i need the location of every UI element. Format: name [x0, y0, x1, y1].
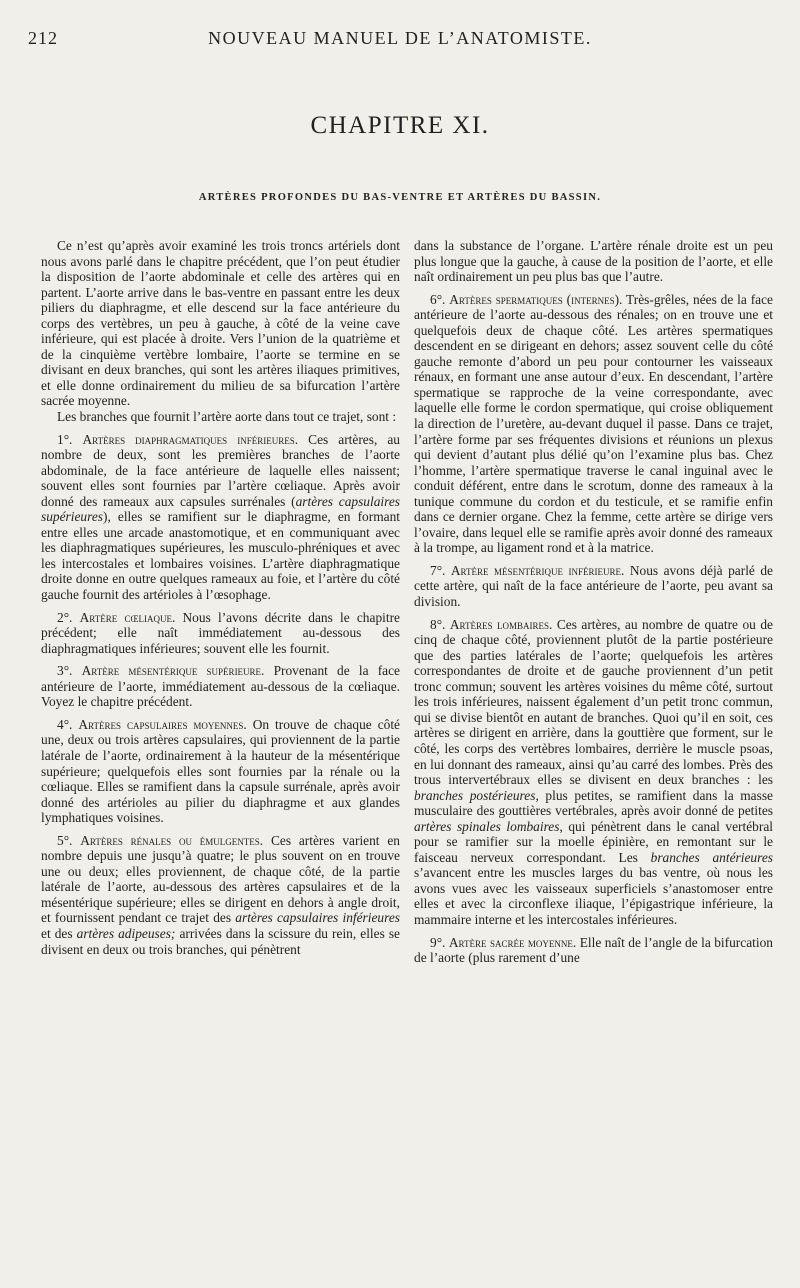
section-8-heading: Artères lombaires. [449, 616, 553, 632]
section-6-heading-b: (internes). [562, 291, 623, 307]
section-9-paragraph [414, 935, 773, 966]
section-6-text: Très-grêles, nées de la face antérieure de l’aorte au-dessous des rénales; on en trouve une et quelquefois deux de chaque côté. Les artères spermatiques descendent en se dirigeant en dehors; assez souvent celle du côté gauche remonte d’abord un peu pour contourner les vaisseaux rénaux, en formant une anse autour d’eux. En descendant, l’artère spermatique se rapproche de la veine correspondante, avec laquelle elle forme le cordon spermatique, qui croise obliquement la direction de l’uretère, au-devant duquel il passe. Dans ce trajet, l’artère forme par ses fréquentes divisions et réunions un plexus qui devient d’autant plus délié qu’on l’examine plus bas. Chez l’homme, l’artère spermatique traverse le canal inguinal avec le conduit déférent, entre dans le scrotum, donne des rameaux à la tunique commune du cordon et du testicule, et se ramifie enfin dans ce dernier organe. Chez la femme, cette artère se dirige vers l’ovaire, dans lequel elle se ramifie après avoir donné des rameaux à la trompe, au ligament rond et à la matrice. [414, 291, 773, 556]
section-2-number: 2°. [57, 609, 80, 625]
section-5-text-b: et des [41, 925, 77, 941]
section-7-text: Nous avons déjà parlé de cette artère, qui naît de la face antérieure de l’aorte, peu avant sa division. [414, 562, 773, 610]
section-8-text-b: , plus petites, se ramifient dans la masse musculaire des gouttières vertébrales, après avoir donné de petites [414, 787, 773, 819]
section-6-number: 6°. [430, 291, 450, 307]
section-8-text-c: , qui pénètrent dans le canal vertébral pour se ramifier sur la moelle épinière, en remontant sur le faisceau nerveux correspondant. Les [414, 818, 773, 865]
branches-intro: Les branches que fournit l’artère aorte dans tout ce trajet, sont : [57, 409, 397, 425]
section-9-text: Elle naît de l’angle de la bifurcation de l’aorte (plus rarement d’une [414, 934, 773, 966]
section-9-number: 9°. [430, 934, 449, 950]
section-1-paragraph [41, 432, 400, 603]
section-5-continued: dans la substance de l’organe. L’artère rénale droite est un peu plus longue que la gauche, à cause de la position de l’aorte, et elle naît ordinairement un peu plus bas que l’autre. [414, 238, 773, 285]
section-6-heading: Artères spermatiques [449, 291, 563, 307]
intro-paragraph: Ce n’est qu’après avoir examiné les trois troncs artériels dont nous avons parlé dans le chapitre précédent, que l’on peut étudier la disposition de l’aorte abdominale et celle des artères qui en partent. L’aorte arrive dans le bas-ventre en passant entre les deux piliers du diaphragme, et elle descend sur la face antérieure du corps des vertèbres, un peu à gauche, à côté de la veine cave inférieure, qui est placée à droite. Vers l’union de la quatrième et de la cinquième vertèbre lombaire, l’aorte se termine en se divisant en deux branches, qui sont les artères iliaques primitives, et elle donne ordinairement du milieu de sa bifurcation l’artère sacrée moyenne. [41, 238, 400, 409]
section-8-text-d: s’avancent entre les muscles larges du bas ventre, où nous les avons vues avec les vaisseaux superficiels s’anastomoser entre elles et avec la circonflexe iliaque, l’épigastrique inférieure, la mammaire interne et les intercostales inférieures. [414, 865, 773, 927]
section-3-heading: Artère mésentérique supérieure. [81, 663, 265, 679]
section-7-paragraph [414, 563, 773, 610]
section-5-paragraph [41, 833, 400, 957]
section-8-italic-c: branches antérieures [650, 849, 773, 865]
section-title: ARTÈRES PROFONDES DU BAS-VENTRE ET ARTÈRES DU BASSIN. [198, 192, 602, 203]
section-1-number: 1°. [57, 431, 83, 447]
right-column [414, 238, 773, 966]
section-8-italic-b: artères spinales lombaires [414, 818, 560, 834]
section-5-italic-a: artères capsulaires inférieures [235, 910, 400, 926]
section-1-text-b: ), elles se ramifient sur le diaphragme, en formant entre elles une arcade anastomotique, et en communiquant avec les diaphragmatiques supérieures, les musculo-phréniques et avec les intercostales et lombaires voisines. L’artère diaphragmatique droite donne en outre quelques rameaux au foie, et l’artère du côté gauche fournit des artérioles à l’œsophage. [41, 509, 400, 603]
section-1-heading: Artères diaphragmatiques inférieures. [82, 431, 299, 447]
section-2-paragraph [41, 610, 400, 657]
section-8-text-a: Ces artères, au nombre de quatre ou de cinq de chaque côté, proviennent plutôt de la partie postérieure que des parties latérales de l’aorte; quelquefois les artères correspondantes de droite et de gauche proviennent d’un petit tronc commun; souvent les artères voisines du même côté, surtout les trois inférieures, naissent également d’un petit tronc commun, qui se divise bientôt en autant de branches. Quoi qu’il en soit, ces artères se dirigent en arrière, dans la gouttière que forment, sur le côté, les corps des vertèbres lombaires, derrière le muscle psoas, en lui donnant des rameaux, ainsi qu’au carré des lombes. Près des trous intervertébraux elles se divisent en deux branches : les [414, 616, 773, 788]
section-8-number: 8°. [430, 616, 450, 632]
section-2-text: Nous l’avons décrite dans le chapitre précédent; elle naît immédiatement au-dessous des diaphragmatiques inférieures; souvent elle les fournit. [41, 609, 400, 656]
running-head [28, 28, 772, 52]
section-9-heading: Artère sacrée moyenne. [448, 934, 577, 950]
section-2-heading: Artère cœliaque. [79, 609, 176, 625]
section-5-text-c: arrivées dans la scissure du rein, elles se divisent en deux ou trois branches, qui pénètrent [41, 925, 401, 957]
section-8-paragraph [414, 617, 773, 928]
section-3-text: Provenant de la face antérieure de l’aorte, immédiatement au-dessous de la cœliaque. Voyez le chapitre précédent. [41, 663, 400, 710]
section-5-number: 5°. [57, 832, 81, 848]
section-4-number: 4°. [57, 716, 79, 732]
section-6-paragraph [414, 292, 773, 556]
section-5-italic-b: artères adipeuses; [76, 925, 176, 941]
section-7-number: 7°. [430, 562, 451, 578]
section-4-text: On trouve de chaque côté une, deux ou trois artères capsulaires, qui proviennent de la partie latérale de l’aorte, ordinairement à la hauteur de la mésentérique supérieure; quelquefois elles sont fournies par la rénale ou la cœliaque. Elles se ramifient dans la capsule surrénale, après avoir donné des artérioles au pilier du diaphragme et aux glandes lymphatiques voisines. [41, 716, 400, 826]
section-8-italic-a: branches postérieures [414, 787, 536, 803]
section-4-heading: Artères capsulaires moyennes. [78, 716, 247, 732]
chapter-title: CHAPITRE XI. [310, 112, 490, 139]
section-7-heading: Artère mésentérique inférieure. [450, 562, 625, 578]
running-title: NOUVEAU MANUEL DE L’ANATOMISTE. [208, 28, 592, 48]
page-number: 212 [28, 28, 58, 48]
section-5-text-a: Ces artères varient en nombre depuis une jusqu’à quatre; le plus souvent on en trouve une ou deux; elles proviennent, de chaque côté, de la partie latérale de l’aorte, au-dessous des artères capsulaires et de la mésentérique supérieure; elles se dirigent en dehors à angle droit, et fournissent pendant ce trajet des [41, 832, 400, 926]
section-1-italic: artères capsulaires supérieures [41, 493, 401, 525]
section-4-paragraph [41, 717, 400, 826]
section-1-text-a: Ces artères, au nombre de deux, sont les premières branches de l’aorte abdominale, de la face antérieure de laquelle elles naissent; souvent elles sont fournies par l’artère cœliaque. Après avoir donné des rameaux aux capsules surrénales ( [41, 431, 401, 509]
left-column [41, 238, 400, 957]
section-5-heading: Artères rénales ou émulgentes. [80, 832, 264, 848]
section-3-paragraph [41, 663, 400, 710]
section-3-number: 3°. [57, 663, 82, 679]
